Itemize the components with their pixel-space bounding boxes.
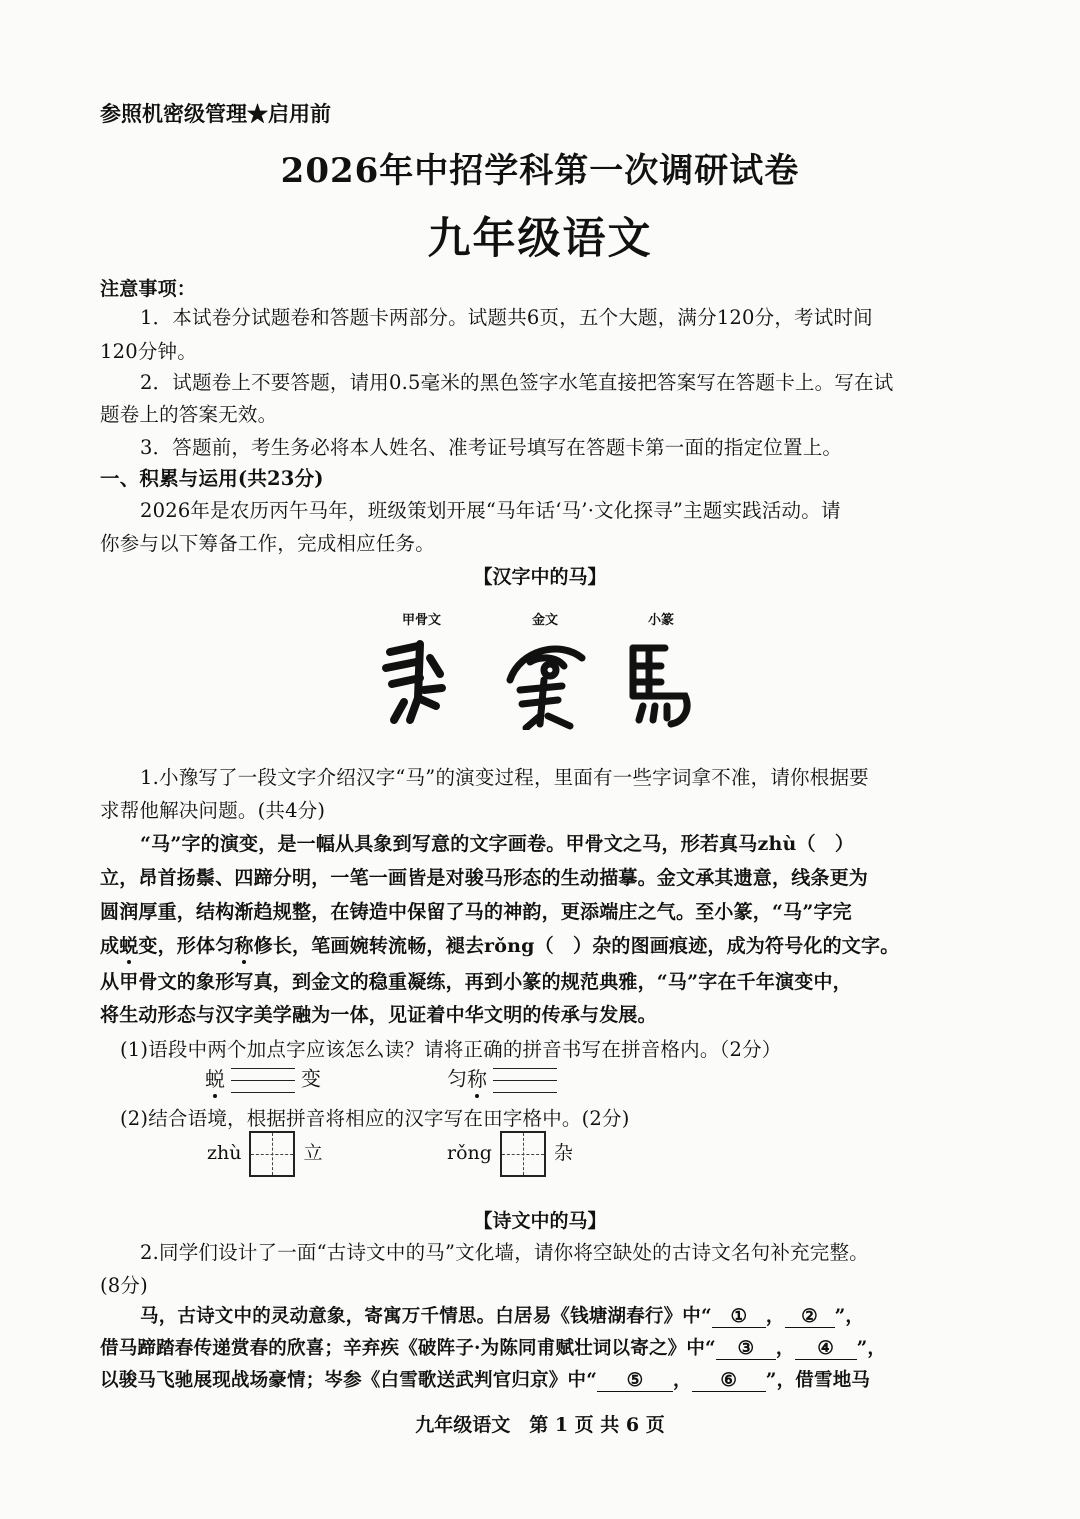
q2-wall-line-3: 以骏马飞驰展现战场豪情；岑参《白雪歌送武判官归京》中“ ⑤ ， ⑥ ”，借雪地马 — [100, 1370, 871, 1391]
q1-passage-line-1: “马”字的演变，是一幅从具象到写意的文字画卷。甲骨文之马，形若真马zhù（ ） — [140, 833, 855, 855]
blank-3[interactable]: ③ — [716, 1338, 776, 1360]
notice-item-2a: 2．试题卷上不要答题，请用0.5毫米的黑色签字水笔直接把答案写在答题卡上。写在试 — [140, 371, 894, 394]
notice-item-2b: 题卷上的答案无效。 — [100, 403, 278, 426]
tianzige-item-1: zhù 立 — [207, 1131, 323, 1177]
q1-sub-1: (1)语段中两个加点字应该怎么读？请将正确的拼音书写在拼音格内。（2分） — [120, 1038, 782, 1061]
part-1-heading: 【汉字中的马】 — [473, 566, 607, 588]
q2-wall-line-2: 借马蹄踏春传递赏春的欣喜；辛弃疾《破阵子·为陈同甫赋壮词以寄之》中“ ③ ， ④ ”， — [100, 1338, 887, 1359]
q2-wall-line-1: 马，古诗文中的灵动意象，寄寓万千情思。白居易《钱塘湖春行》中“ ① ， ② ”， — [140, 1306, 865, 1327]
seal-horse-glyph — [625, 640, 697, 730]
pinyin-grid-2[interactable] — [493, 1062, 557, 1098]
bronze-horse-glyph — [500, 640, 590, 730]
section-1-intro-b: 你参与以下筹备工作，完成相应任务。 — [100, 532, 435, 555]
script-label-seal: 小篆 — [648, 613, 675, 628]
q1-passage-line-3: 圆润厚重，结构渐趋规整，在铸造中保留了马的神韵，更添端庄之气。至小篆，“马”字完 — [100, 901, 852, 923]
notice-heading: 注意事项： — [100, 278, 197, 300]
q1-sub-2: (2)结合语境，根据拼音将相应的汉字写在田字格中。(2分) — [120, 1107, 630, 1130]
q1-passage-line-2: 立，昂首扬鬃、四蹄分明，一笔一画皆是对骏马形态的生动描摹。金文承其遗意，线条更为 — [100, 867, 869, 889]
pinyin-grid-1[interactable] — [231, 1062, 295, 1098]
dotted-char-chen: 称 — [234, 931, 253, 958]
secrecy-label: 参照机密级管理★启用前 — [100, 101, 331, 126]
pinyin-item-2: 匀称 — [447, 1062, 563, 1098]
notice-item-1a: 1．本试卷分试题卷和答题卡两部分。试题共6页，五个大题，满分120分，考试时间 — [140, 306, 873, 329]
tianzige-item-2: rǒng 杂 — [447, 1131, 573, 1177]
q1-stem-a: 1.小豫写了一段文字介绍汉字“马”的演变过程，里面有一些字词拿不准，请你根据要 — [140, 766, 869, 789]
q1-passage-line-5: 从甲骨文的象形写真，到金文的稳重凝练，再到小篆的规范典雅，“马”字在千年演变中， — [100, 971, 852, 993]
blank-1[interactable]: ① — [712, 1306, 766, 1328]
script-label-bronze: 金文 — [532, 613, 559, 628]
pinyin-item-1: 蜕 变 — [205, 1062, 321, 1098]
tianzige-box-1[interactable] — [249, 1131, 295, 1177]
notice-item-3: 3．答题前，考生务必将本人姓名、准考证号填写在答题卡第一面的指定位置上。 — [140, 436, 843, 459]
dotted-char-tui: 蜕 — [119, 931, 138, 958]
exam-title: 2026年中招学科第一次调研试卷 — [280, 151, 800, 191]
notice-item-1b: 120分钟。 — [100, 340, 197, 363]
q1-stem-b: 求帮他解决问题。(共4分) — [100, 799, 326, 822]
q1-passage-line-4: 成蜕变，形体匀称修长，笔画婉转流畅，褪去rǒng（ ）杂的图画痕迹，成为符号化的文字。 — [100, 931, 899, 958]
section-1-intro-a: 2026年是农历丙午马年，班级策划开展“马年话‘马’·文化探寻”主题实践活动。请 — [140, 499, 841, 522]
part-2-heading: 【诗文中的马】 — [473, 1210, 607, 1232]
blank-2[interactable]: ② — [785, 1306, 835, 1328]
q2-stem-a: 2.同学们设计了一面“古诗文中的马”文化墙，请你将空缺处的古诗文名句补充完整。 — [140, 1241, 869, 1264]
blank-5[interactable]: ⑤ — [597, 1370, 673, 1392]
blank-6[interactable]: ⑥ — [692, 1370, 766, 1392]
section-1-heading: 一、积累与运用(共23分) — [100, 467, 324, 490]
q2-stem-b: (8分) — [100, 1274, 148, 1297]
script-label-oracle: 甲骨文 — [402, 613, 442, 628]
page-footer: 九年级语文 第 1 页 共 6 页 — [415, 1414, 665, 1436]
q1-passage-line-6: 将生动形态与汉字美学融为一体，见证着中华文明的传承与发展。 — [100, 1004, 657, 1026]
oracle-bone-horse-glyph — [380, 638, 450, 730]
blank-4[interactable]: ④ — [795, 1338, 857, 1360]
tianzige-box-2[interactable] — [500, 1131, 546, 1177]
subject-title: 九年级语文 — [427, 214, 653, 264]
